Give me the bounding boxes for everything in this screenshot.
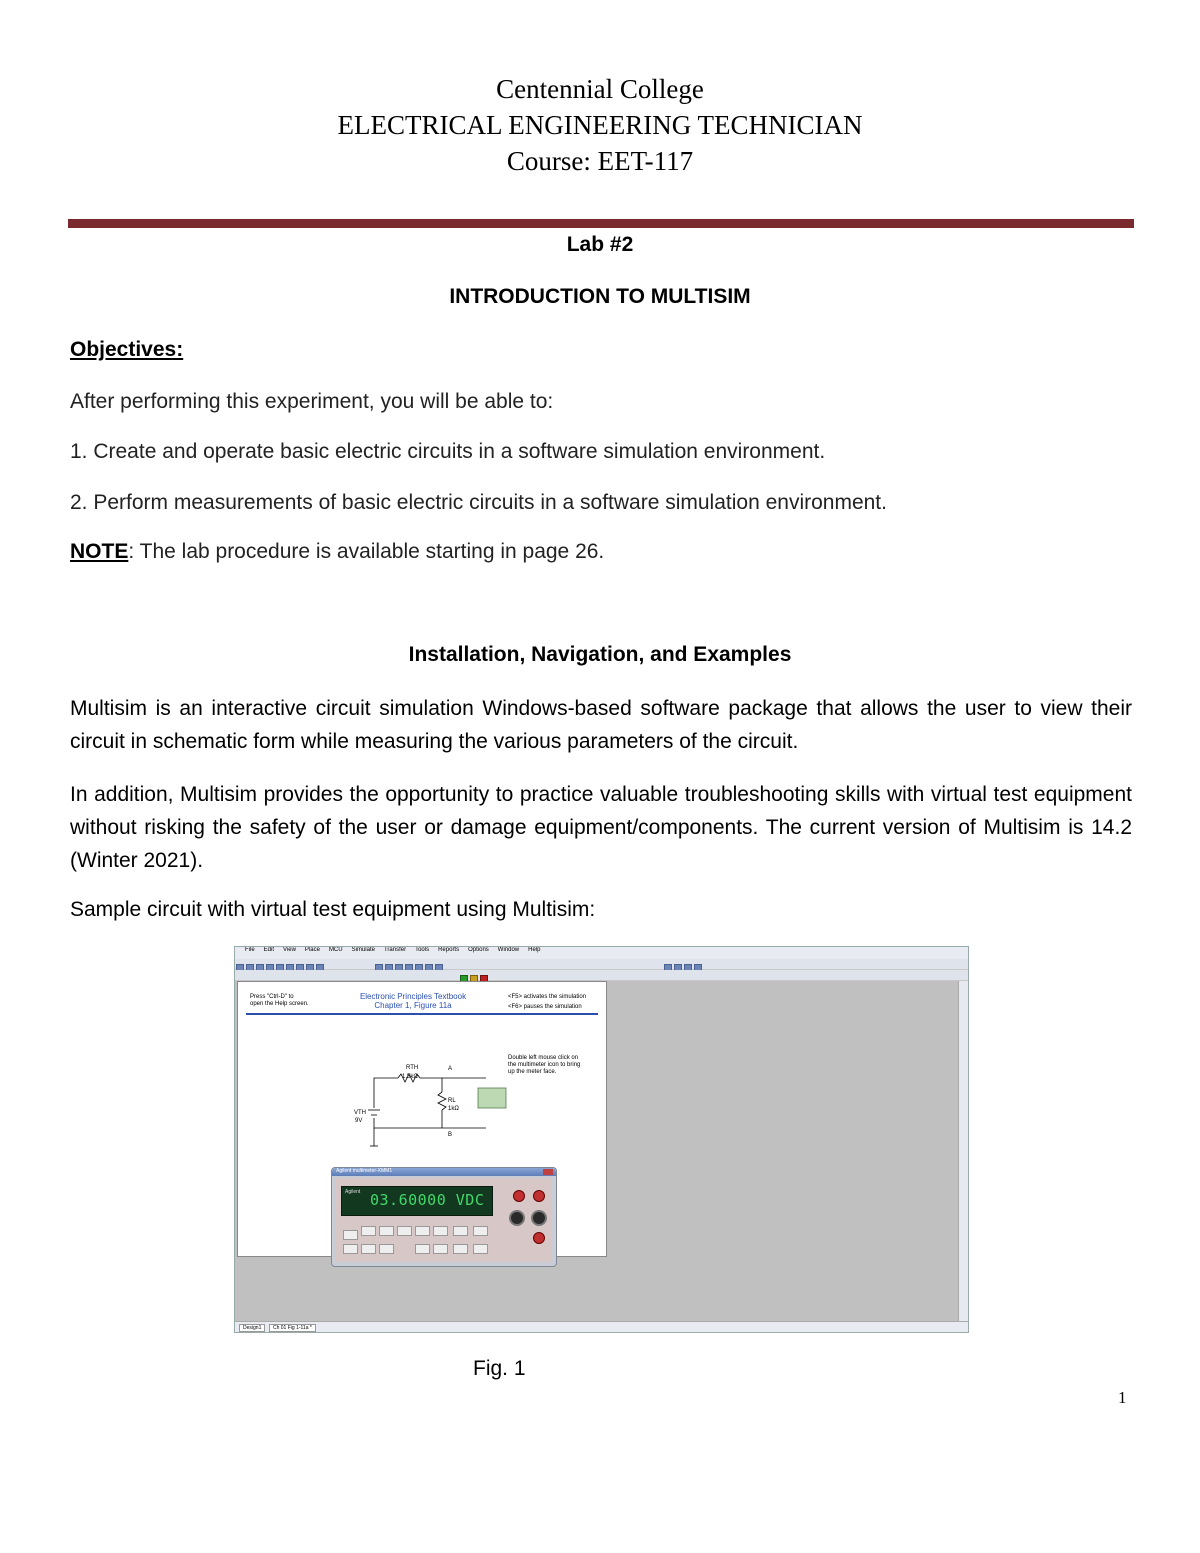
menu-item-reports[interactable]: Reports (438, 947, 460, 953)
input-jack-icon[interactable] (513, 1190, 525, 1202)
meter-key[interactable] (415, 1226, 430, 1236)
multimeter-face (335, 1178, 552, 1262)
sample-intro: Sample circuit with virtual test equipment using Multisim: (70, 898, 596, 921)
meter-key[interactable] (361, 1226, 376, 1236)
objective-item-2: 2. Perform measurements of basic electric circuits in a software simulation environment. (70, 491, 887, 514)
objectives-heading: Objectives: (70, 338, 184, 361)
menu-item-edit[interactable]: Edit (263, 947, 275, 953)
terminal-knob-icon[interactable] (531, 1210, 547, 1226)
vth-label: VTH (354, 1110, 366, 1116)
header-divider (68, 219, 1134, 228)
canvas-note-right-1: <F5> activates the simulation (508, 994, 587, 1000)
objectives-intro: After performing this experiment, you will be able to: (70, 390, 554, 413)
canvas-title-underline (246, 1013, 598, 1015)
meter-key[interactable] (343, 1244, 358, 1254)
rth-label: RTH (406, 1065, 419, 1071)
note-label: NOTE (70, 540, 129, 563)
meter-key[interactable] (397, 1226, 412, 1236)
side-instrument-toolbar[interactable] (958, 981, 969, 1321)
terminal-knob-icon[interactable] (509, 1210, 525, 1226)
menu-item-window[interactable]: Window (497, 947, 520, 953)
node-b-label: B (448, 1132, 453, 1138)
meter-key[interactable] (343, 1230, 358, 1240)
canvas-note-left-2: open the Help screen. (250, 1001, 309, 1007)
menu-item-mcu[interactable]: MCU (328, 947, 343, 953)
section-heading: Installation, Navigation, and Examples (408, 643, 792, 666)
multimeter-title: Agilent multimeter-XMM1 (336, 1168, 393, 1174)
meter-key[interactable] (473, 1226, 488, 1236)
multimeter-icon (478, 1088, 506, 1108)
toolbar-standard (235, 959, 968, 970)
circuit-schematic (338, 1052, 508, 1162)
multimeter-window[interactable] (331, 1167, 557, 1267)
menu-item-help[interactable]: Help (528, 947, 541, 953)
meter-key[interactable] (433, 1244, 448, 1254)
figure-caption: Fig. 1 (473, 1357, 526, 1380)
note-text: : The lab procedure is available starting in page 26. (128, 540, 605, 563)
meter-key[interactable] (361, 1244, 376, 1254)
meter-key[interactable] (473, 1244, 488, 1254)
schematic-canvas[interactable] (237, 981, 607, 1257)
menu-item-view[interactable]: View (283, 947, 296, 953)
rl-value: 1kΩ (448, 1106, 459, 1112)
program-name: ELECTRICAL ENGINEERING TECHNICIAN (337, 110, 863, 140)
objective-item-1: 1. Create and operate basic electric circuits in a software simulation environment. (70, 440, 826, 463)
meter-note-3: up the meter face. (508, 1069, 557, 1075)
canvas-note-right-2: <F6> pauses the simulation (508, 1004, 582, 1010)
meter-key[interactable] (379, 1244, 394, 1254)
meter-key[interactable] (453, 1244, 468, 1254)
input-jack-icon[interactable] (533, 1232, 545, 1244)
multimeter-brand: Agilent (345, 1189, 361, 1195)
meter-note-1: Double left mouse click on (508, 1055, 579, 1061)
meter-key[interactable] (415, 1244, 430, 1254)
menu-item-options[interactable]: Options (468, 947, 489, 953)
toolbar-simulation (235, 970, 968, 981)
college-name: Centennial College (496, 74, 704, 104)
meter-note-2: the multimeter icon to bring (508, 1062, 581, 1068)
node-a-label: A (448, 1066, 453, 1072)
meter-key[interactable] (453, 1226, 468, 1236)
note-line (70, 540, 604, 564)
lab-title: INTRODUCTION TO MULTISIM (449, 285, 751, 308)
paragraph-2: In addition, Multisim provides the opportunity to practice valuable troubleshooting skills with virtual test equipment without risking the safety of the user or damage equipment/components. The current version of Multisim is 14.2 (Winter 2021). (70, 783, 1132, 872)
design-tabs (235, 1321, 968, 1333)
canvas-note-left-1: Press "Ctrl-D" to (250, 994, 294, 1000)
menu-item-transfer[interactable]: Transfer (383, 947, 407, 953)
menu-item-file[interactable]: File (245, 947, 255, 953)
close-icon[interactable] (543, 1169, 553, 1175)
lab-number: Lab #2 (566, 233, 634, 256)
canvas-title-1: Electronic Principles Textbook (359, 992, 467, 1001)
meter-key[interactable] (379, 1226, 394, 1236)
canvas-title-2: Chapter 1, Figure 11a (374, 1001, 452, 1010)
input-jack-icon[interactable] (533, 1190, 545, 1202)
multimeter-titlebar[interactable] (332, 1168, 556, 1176)
vth-value: 9V (355, 1118, 363, 1124)
menu-item-place[interactable]: Place (304, 947, 320, 953)
menu-item-simulate[interactable]: Simulate (351, 947, 375, 953)
page-number: 1 (1118, 1388, 1127, 1407)
rth-value: 1.5kΩ (402, 1074, 418, 1080)
menu-item-tools[interactable]: Tools (415, 947, 430, 953)
multisim-screenshot (234, 946, 969, 1333)
multimeter-display (341, 1186, 493, 1216)
meter-key[interactable] (433, 1226, 448, 1236)
rl-label: RL (448, 1098, 456, 1104)
tab-ch01-fig[interactable]: Ch 01 Fig 1-11a * (269, 1324, 316, 1332)
course-code: Course: EET-117 (506, 146, 694, 176)
tab-design1[interactable]: Design1 (239, 1324, 265, 1332)
multimeter-reading: 03.60000 VDC (370, 1191, 485, 1209)
paragraph-1: Multisim is an interactive circuit simulation Windows-based software package that allows the user to view their circuit in schematic form while measuring the various parameters of the circuit. (70, 697, 1132, 753)
